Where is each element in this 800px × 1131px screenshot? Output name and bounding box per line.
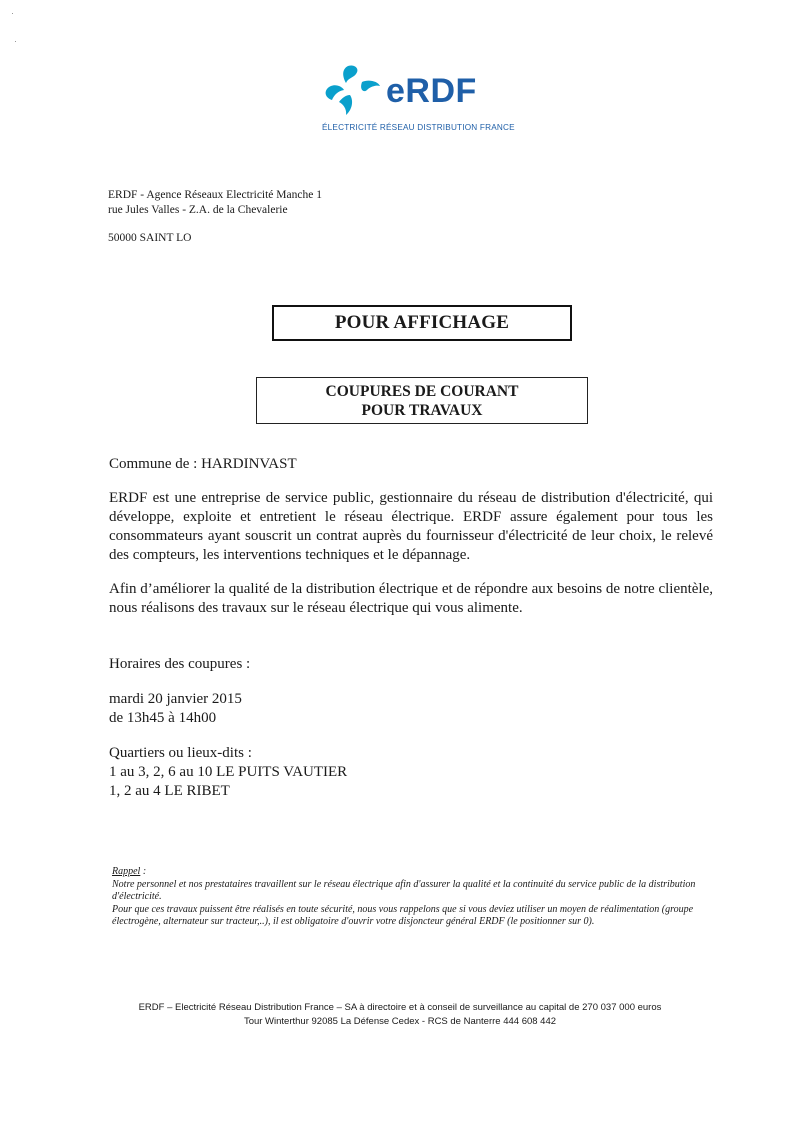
schedule-date: mardi 20 janvier 2015 <box>109 691 242 707</box>
rappel-text-2: Pour que ces travaux puissent être réalisés en toute sécurité, nous vous rappelons que si vous deviez utiliser un moyen de réalimentation (groupe électrogène, alternateur sur tracteur,..), il est obligatoire d'ouvrir votre disjoncteur général ERDF (le positionner sur 0). <box>112 903 694 927</box>
scan-speck: · <box>11 8 14 18</box>
logo-wordmark: eRDF <box>386 72 477 110</box>
sender-city: 50000 SAINT LO <box>108 232 192 244</box>
commune: Commune de : HARDINVAST <box>109 456 297 472</box>
erdf-logo <box>322 62 515 142</box>
paragraph-works: Afin d’améliorer la qualité de la distribution électrique et de répondre aux besoins de notre clientèle, nous réalisons des travaux sur le réseau électrique qui vous alimente. <box>109 581 713 616</box>
subject-line-1: COUPURES DE COURANT <box>325 383 519 400</box>
locations-heading: Quartiers ou lieux-dits : <box>109 745 252 761</box>
paragraph-intro: ERDF est une entreprise de service public, gestionnaire du réseau de distribution d'électricité, qui développe, exploite et entretient le réseau électrique. ERDF assure également pour tous les consommateurs ayant souscrit un contrat auprès du fournisseur d'électricité de leur choix, le relevé des compteurs, les interventions techniques et le dépannage. <box>109 490 713 563</box>
footer-line-1: ERDF – Electricité Réseau Distribution France – SA à directoire et à conseil de surveillance au capital de 270 037 000 euros <box>138 1002 662 1013</box>
schedule-heading: Horaires des coupures : <box>109 656 251 672</box>
location-item: 1, 2 au 4 LE RIBET <box>109 783 230 799</box>
headline: POUR AFFICHAGE <box>334 312 510 333</box>
rappel-title: Rappel <box>112 866 141 877</box>
rappel-colon: : <box>140 866 147 877</box>
subject-line-2: POUR TRAVAUX <box>361 402 483 419</box>
schedule-time: de 13h45 à 14h00 <box>109 710 217 726</box>
location-item: 1 au 3, 2, 6 au 10 LE PUITS VAUTIER <box>109 764 348 780</box>
sender-line-2: rue Jules Valles - Z.A. de la Chevalerie <box>108 204 288 216</box>
sender-line-1: ERDF - Agence Réseaux Electricité Manche 1 <box>108 189 322 201</box>
logo-tagline: ÉLECTRICITÉ RÉSEAU DISTRIBUTION FRANCE <box>322 123 515 132</box>
scan-speck: · <box>14 36 17 46</box>
headline-box <box>272 305 572 341</box>
subject-box <box>256 377 588 424</box>
rappel-note <box>112 866 716 929</box>
rappel-text-1: Notre personnel et nos prestataires travaillent sur le réseau électrique afin d'assurer la qualité et la continuité du service public de la distribution d'électricité. <box>112 878 696 902</box>
footer-line-2: Tour Winterthur 92085 La Défense Cedex - RCS de Nanterre 444 608 442 <box>243 1016 557 1027</box>
erdf-swirl-icon <box>322 62 384 120</box>
